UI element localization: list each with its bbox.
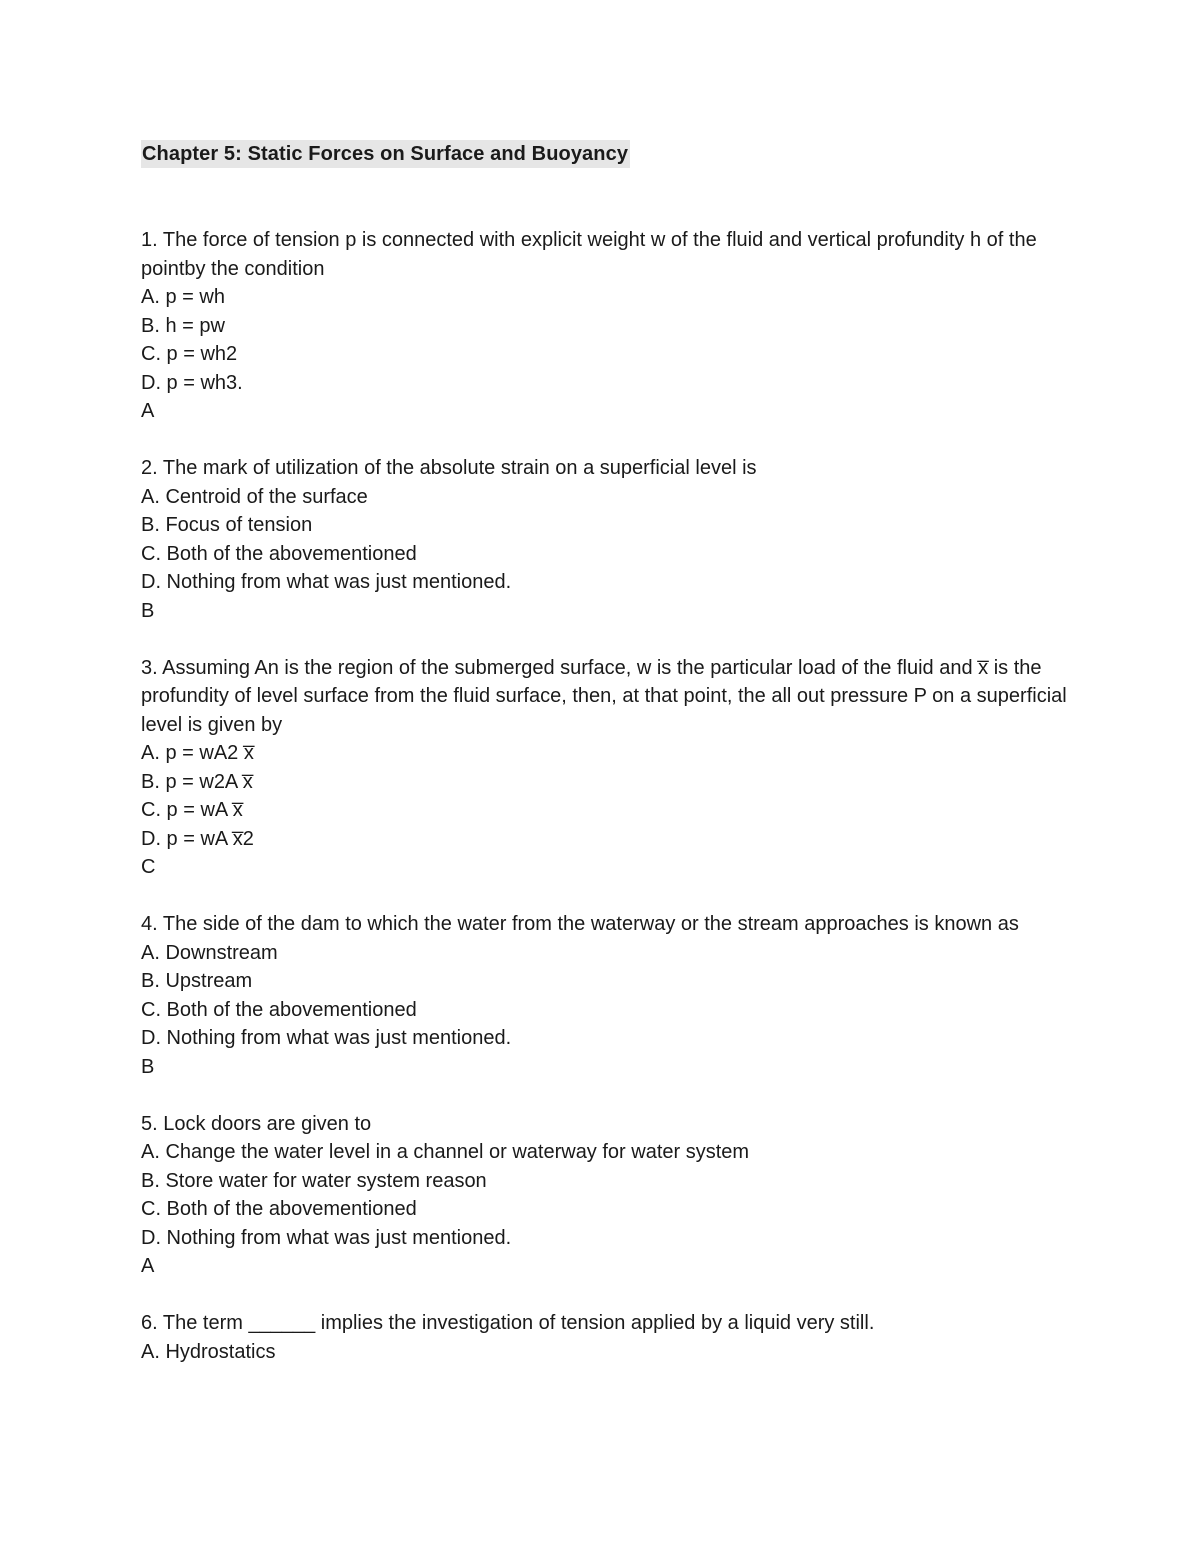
question-stem: 1. The force of tension p is connected with explicit weight w of the fluid and vertical profundity h of the pointby the condition — [141, 229, 1043, 280]
option-b: B. p = w2A x̅ — [141, 770, 253, 793]
option-c: C. Both of the abovementioned — [141, 1198, 417, 1220]
question-2 — [141, 454, 1081, 625]
question-stem: 6. The term ______ implies the investigation of tension applied by a liquid very still. — [141, 1312, 875, 1334]
document-content — [141, 140, 1081, 1395]
option-a: A. Centroid of the surface — [141, 485, 368, 508]
question-stem: 3. Assuming An is the region of the submerged surface, w is the particular load of the fluid and x̅ is the profundity of level surface from the fluid surface, then, at that point, the all out pressure P on a superficial level is given by — [141, 656, 1073, 736]
option-a: A. p = wh — [141, 286, 225, 308]
option-d: D. Nothing from what was just mentioned. — [141, 1027, 512, 1049]
question-stem: 5. Lock doors are given to — [141, 1112, 372, 1135]
chapter-title: Chapter 5: Static Forces on Surface and Buoyancy — [141, 140, 630, 168]
option-a: A. Downstream — [141, 941, 278, 964]
option-a: A. Hydrostatics — [141, 1340, 276, 1363]
option-d: D. Nothing from what was just mentioned. — [141, 1226, 512, 1249]
answer: B — [141, 1055, 155, 1078]
option-a: A. p = wA2 x̅ — [141, 742, 254, 764]
option-a: A. Change the water level in a channel or waterway for water system — [141, 1141, 750, 1163]
option-d: D. p = wA x̅2 — [141, 827, 254, 850]
option-b: B. h = pw — [141, 314, 225, 337]
title-wrapper — [141, 140, 1081, 168]
option-c: C. Both of the abovementioned — [141, 998, 417, 1021]
option-b: B. Upstream — [141, 970, 253, 992]
answer: A — [141, 400, 155, 422]
option-c: C. p = wA x̅ — [141, 799, 243, 821]
question-1 — [141, 226, 1081, 426]
answer: C — [141, 856, 156, 878]
question-stem: 2. The mark of utilization of the absolute strain on a superficial level is — [141, 457, 757, 479]
answer: B — [141, 599, 155, 622]
question-3 — [141, 654, 1081, 882]
question-4 — [141, 910, 1081, 1081]
question-6 — [141, 1309, 1081, 1366]
question-5 — [141, 1110, 1081, 1281]
option-d: D. p = wh3. — [141, 371, 243, 394]
option-b: B. Focus of tension — [141, 514, 313, 536]
option-b: B. Store water for water system reason — [141, 1169, 487, 1192]
answer: A — [141, 1255, 155, 1277]
option-d: D. Nothing from what was just mentioned. — [141, 571, 512, 593]
option-c: C. p = wh2 — [141, 343, 238, 365]
option-c: C. Both of the abovementioned — [141, 542, 417, 565]
question-stem: 4. The side of the dam to which the water from the waterway or the stream approaches is known as — [141, 913, 1019, 935]
